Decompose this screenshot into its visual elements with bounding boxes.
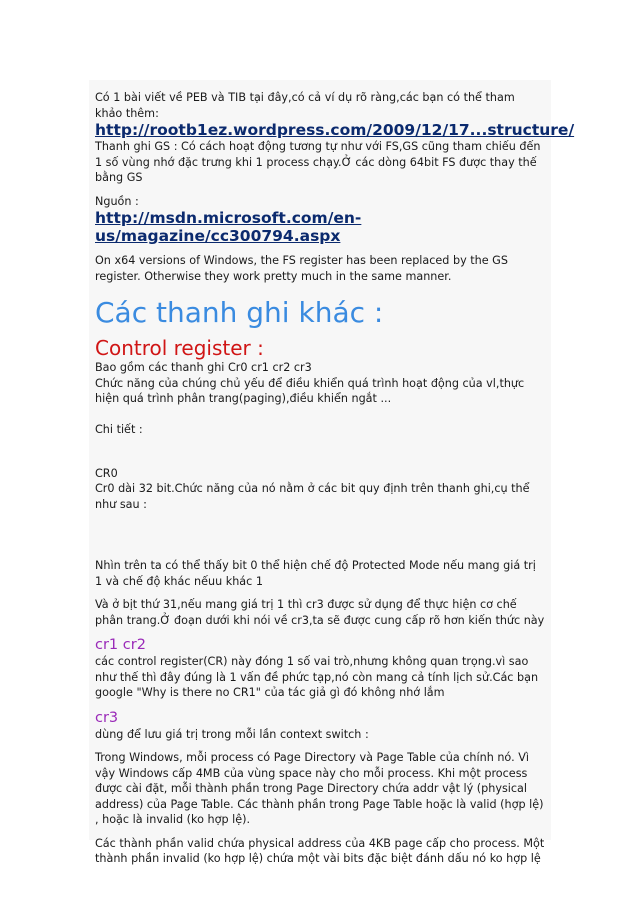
document-body [89, 80, 575, 865]
bit0-paragraph: Nhìn trên ta có thể thấy bit 0 thể hiện chế độ Protected Mode nếu mang giá trị 1 và chế độ khác nếuu khác 1 [95, 559, 536, 588]
control-register-function: Chức năng của chúng chủ yếu để điều khiển quá trình hoạt động của vl,thực hiện quá trình phân trang(paging),điều khiển ngắt ... [95, 376, 525, 405]
section-title: Các thanh ghi khác : [95, 296, 384, 329]
msdn-link-line1[interactable]: http://msdn.microsoft.com/en- [95, 209, 362, 227]
cr3-paragraph-2: Các thành phần valid chứa physical address của 4KB page cấp cho process. Một thành phần invalid (ko hợp lệ) chứa một vài bits đặc biệt đánh dấu nó ko hợp lệ [95, 836, 545, 865]
gs-register-note: Thanh ghi GS : Có cách hoạt động tương tự như với FS,GS cũng tham chiếu đến 1 số vùng nhớ đặc trưng khi 1 process chạy.Ở các dòng 64bit FS được thay thế bằng GS [95, 140, 541, 184]
cr1-cr2-paragraph: các control register(CR) này đóng 1 số vai trò,nhưng không quan trọng.vì sao như thế thì đây đúng là 1 vấn đề phức tạp,nó còn mang cả tính lịch sử.Các bạn google "Why is there no CR1" của tác giả gì đó không nhớ lắm [95, 655, 539, 699]
cr3-paragraph-1: Trong Windows, mỗi process có Page Directory và Page Table của chính nó. Vì vậy Windows cấp 4MB của vùng space này cho mỗi process. Khi một process được cài đặt, mỗi thành phần trong Page Directory chứa addr vật lý (physical address) của Page Table. Các thành phần trong Page Table hoặc là valid (hợp lệ) , hoặc là invalid (ko hợp lệ). [95, 751, 544, 826]
intro-line: Có 1 bài viết về PEB và TIB tại đây,có cả ví dụ rõ ràng,các bạn có thể tham khảo thêm: [95, 91, 515, 120]
peb-tib-link[interactable]: http://rootb1ez.wordpress.com/2009/12/17...structure/ [95, 121, 575, 139]
cr1-cr2-heading: cr1 cr2 [95, 637, 146, 653]
cr0-description: Cr0 dài 32 bit.Chức năng của nó nằm ở các bit quy định trên thanh ghi,cụ thể như sau : [95, 482, 530, 511]
control-register-heading: Control register : [95, 336, 264, 360]
x64-note: On x64 versions of Windows, the FS register has been replaced by the GS register. Otherwise they work pretty much in the same manner. [95, 254, 508, 283]
cr3-intro: dùng để lưu giá trị trong mỗi lần context switch : [95, 727, 369, 741]
msdn-link-line2[interactable]: us/magazine/cc300794.aspx [95, 227, 341, 245]
cr3-heading: cr3 [95, 709, 119, 726]
detail-label: Chi tiết : [95, 423, 143, 436]
bit31-paragraph: Và ở bịt thứ 31,nếu mang giá trị 1 thì cr3 được sử dụng để thực hiện cơ chế phân trang.Ở đoạn dưới khi nói về cr3,ta sẽ được cung cấp rõ hơn kiến thức này [95, 598, 545, 627]
control-register-list: Bao gồm các thanh ghi Cr0 cr1 cr2 cr3 [95, 361, 312, 374]
source-label: Nguồn : [95, 194, 139, 208]
cr0-label: CR0 [95, 466, 118, 480]
